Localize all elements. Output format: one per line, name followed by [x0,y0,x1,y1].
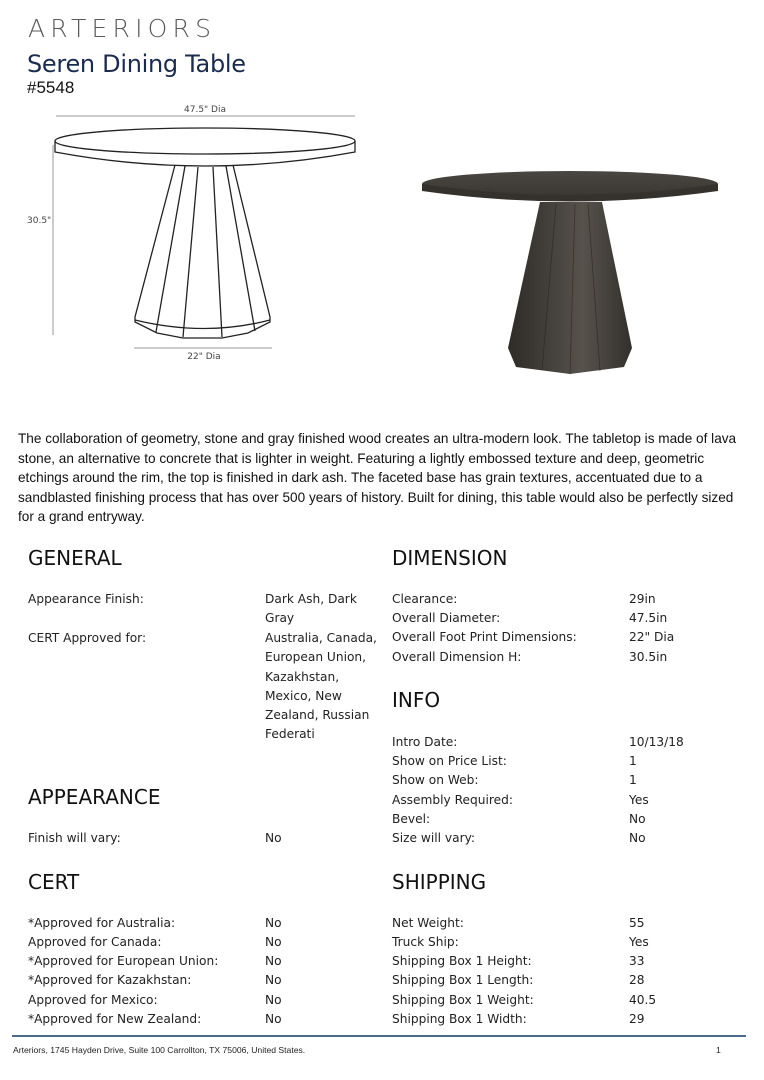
info-label: Assembly Required: [392,793,513,807]
appearance-value: No [265,831,282,845]
info-label: Size will vary: [392,831,476,845]
table-outline [55,128,355,338]
general-label: CERT Approved for: [28,631,147,645]
info-heading: INFO [392,688,441,712]
info-value: 1 [629,754,637,768]
dimension-value: 22" Dia [629,630,675,644]
cert-value: No [265,973,282,987]
height-label: 30.5" [27,216,52,226]
shipping-label: Shipping Box 1 Height: [392,954,532,968]
product-sku: #5548 [27,78,75,97]
info-value: No [629,831,646,845]
cert-label: Approved for Canada: [28,935,162,949]
cert-value: No [265,935,282,949]
shipping-value: 33 [629,954,645,968]
photo-base [508,202,632,374]
info-label: Intro Date: [392,735,458,749]
dimension-heading: DIMENSION [392,546,508,570]
shipping-value: 28 [629,973,645,987]
base-diameter-label: 22" Dia [187,352,221,362]
cert-value: No [265,993,282,1007]
dimension-label: Overall Dimension H: [392,650,522,664]
cert-label: Approved for Mexico: [28,993,158,1007]
shipping-value: 55 [629,916,645,930]
cert-label: *Approved for New Zealand: [28,1012,202,1026]
dimension-value: 30.5in [629,650,668,664]
info-value: Yes [629,793,649,807]
product-description: The collaboration of geometry, stone and gray finished wood creates an ultra-modern look. The tabletop is made of lava stone, an alternative to concrete that is lighter in weight. Featuring a lightly embossed texture and deep, geometric etchings around the rim, the top is finished in dark ash. The faceted base has grain textures, accentuated due to a sandblasted finishing process that has over 500 years of history. Built for dining, this table would also be perfectly sized for a grand entryway. [18,431,737,525]
shipping-value: Yes [629,935,649,949]
cert-value: No [265,1012,282,1026]
shipping-label: Net Weight: [392,916,464,930]
info-value: 1 [629,773,637,787]
appearance-finish-value: Dark Ash, Dark Gray [265,592,357,626]
dimension-label: Clearance: [392,592,458,606]
cert-value: No [265,916,282,930]
info-value: 10/13/18 [629,735,684,749]
info-label: Bevel: [392,812,431,826]
dimension-label: Overall Foot Print Dimensions: [392,630,577,644]
shipping-label: Truck Ship: [392,935,459,949]
dimension-value: 47.5in [629,611,668,625]
page-number: 1 [716,1045,721,1055]
product-title: Seren Dining Table [27,50,246,78]
dimension-drawing [0,95,380,375]
cert-label: *Approved for European Union: [28,954,219,968]
info-label: Show on Web: [392,773,479,787]
dimension-value: 29in [629,592,656,606]
general-heading: GENERAL [28,546,122,570]
dimension-label: Overall Diameter: [392,611,501,625]
appearance-heading: APPEARANCE [28,785,161,809]
shipping-value: 29 [629,1012,645,1026]
cert-label: *Approved for Australia: [28,916,176,930]
shipping-heading: SHIPPING [392,870,487,894]
shipping-label: Shipping Box 1 Weight: [392,993,534,1007]
cert-approved-value: Australia, Canada, European Union, Kazakhstan, Mexico, New Zealand, Russian Federati [265,631,377,742]
footer-address: Arteriors, 1745 Hayden Drive, Suite 100 Carrollton, TX 75006, United States. [13,1045,306,1055]
general-label: Appearance Finish: [28,592,144,606]
top-diameter-label: 47.5" Dia [184,105,226,115]
cert-label: *Approved for Kazakhstan: [28,973,192,987]
shipping-label: Shipping Box 1 Width: [392,1012,527,1026]
cert-heading: CERT [28,870,80,894]
cert-value: No [265,954,282,968]
shipping-value: 40.5 [629,993,657,1007]
product-photo [410,160,730,385]
appearance-label: Finish will vary: [28,831,121,845]
shipping-label: Shipping Box 1 Length: [392,973,534,987]
footer-rule [12,1035,746,1037]
brand-logo: ARTERIORS [28,14,217,43]
info-value: No [629,812,646,826]
info-label: Show on Price List: [392,754,507,768]
